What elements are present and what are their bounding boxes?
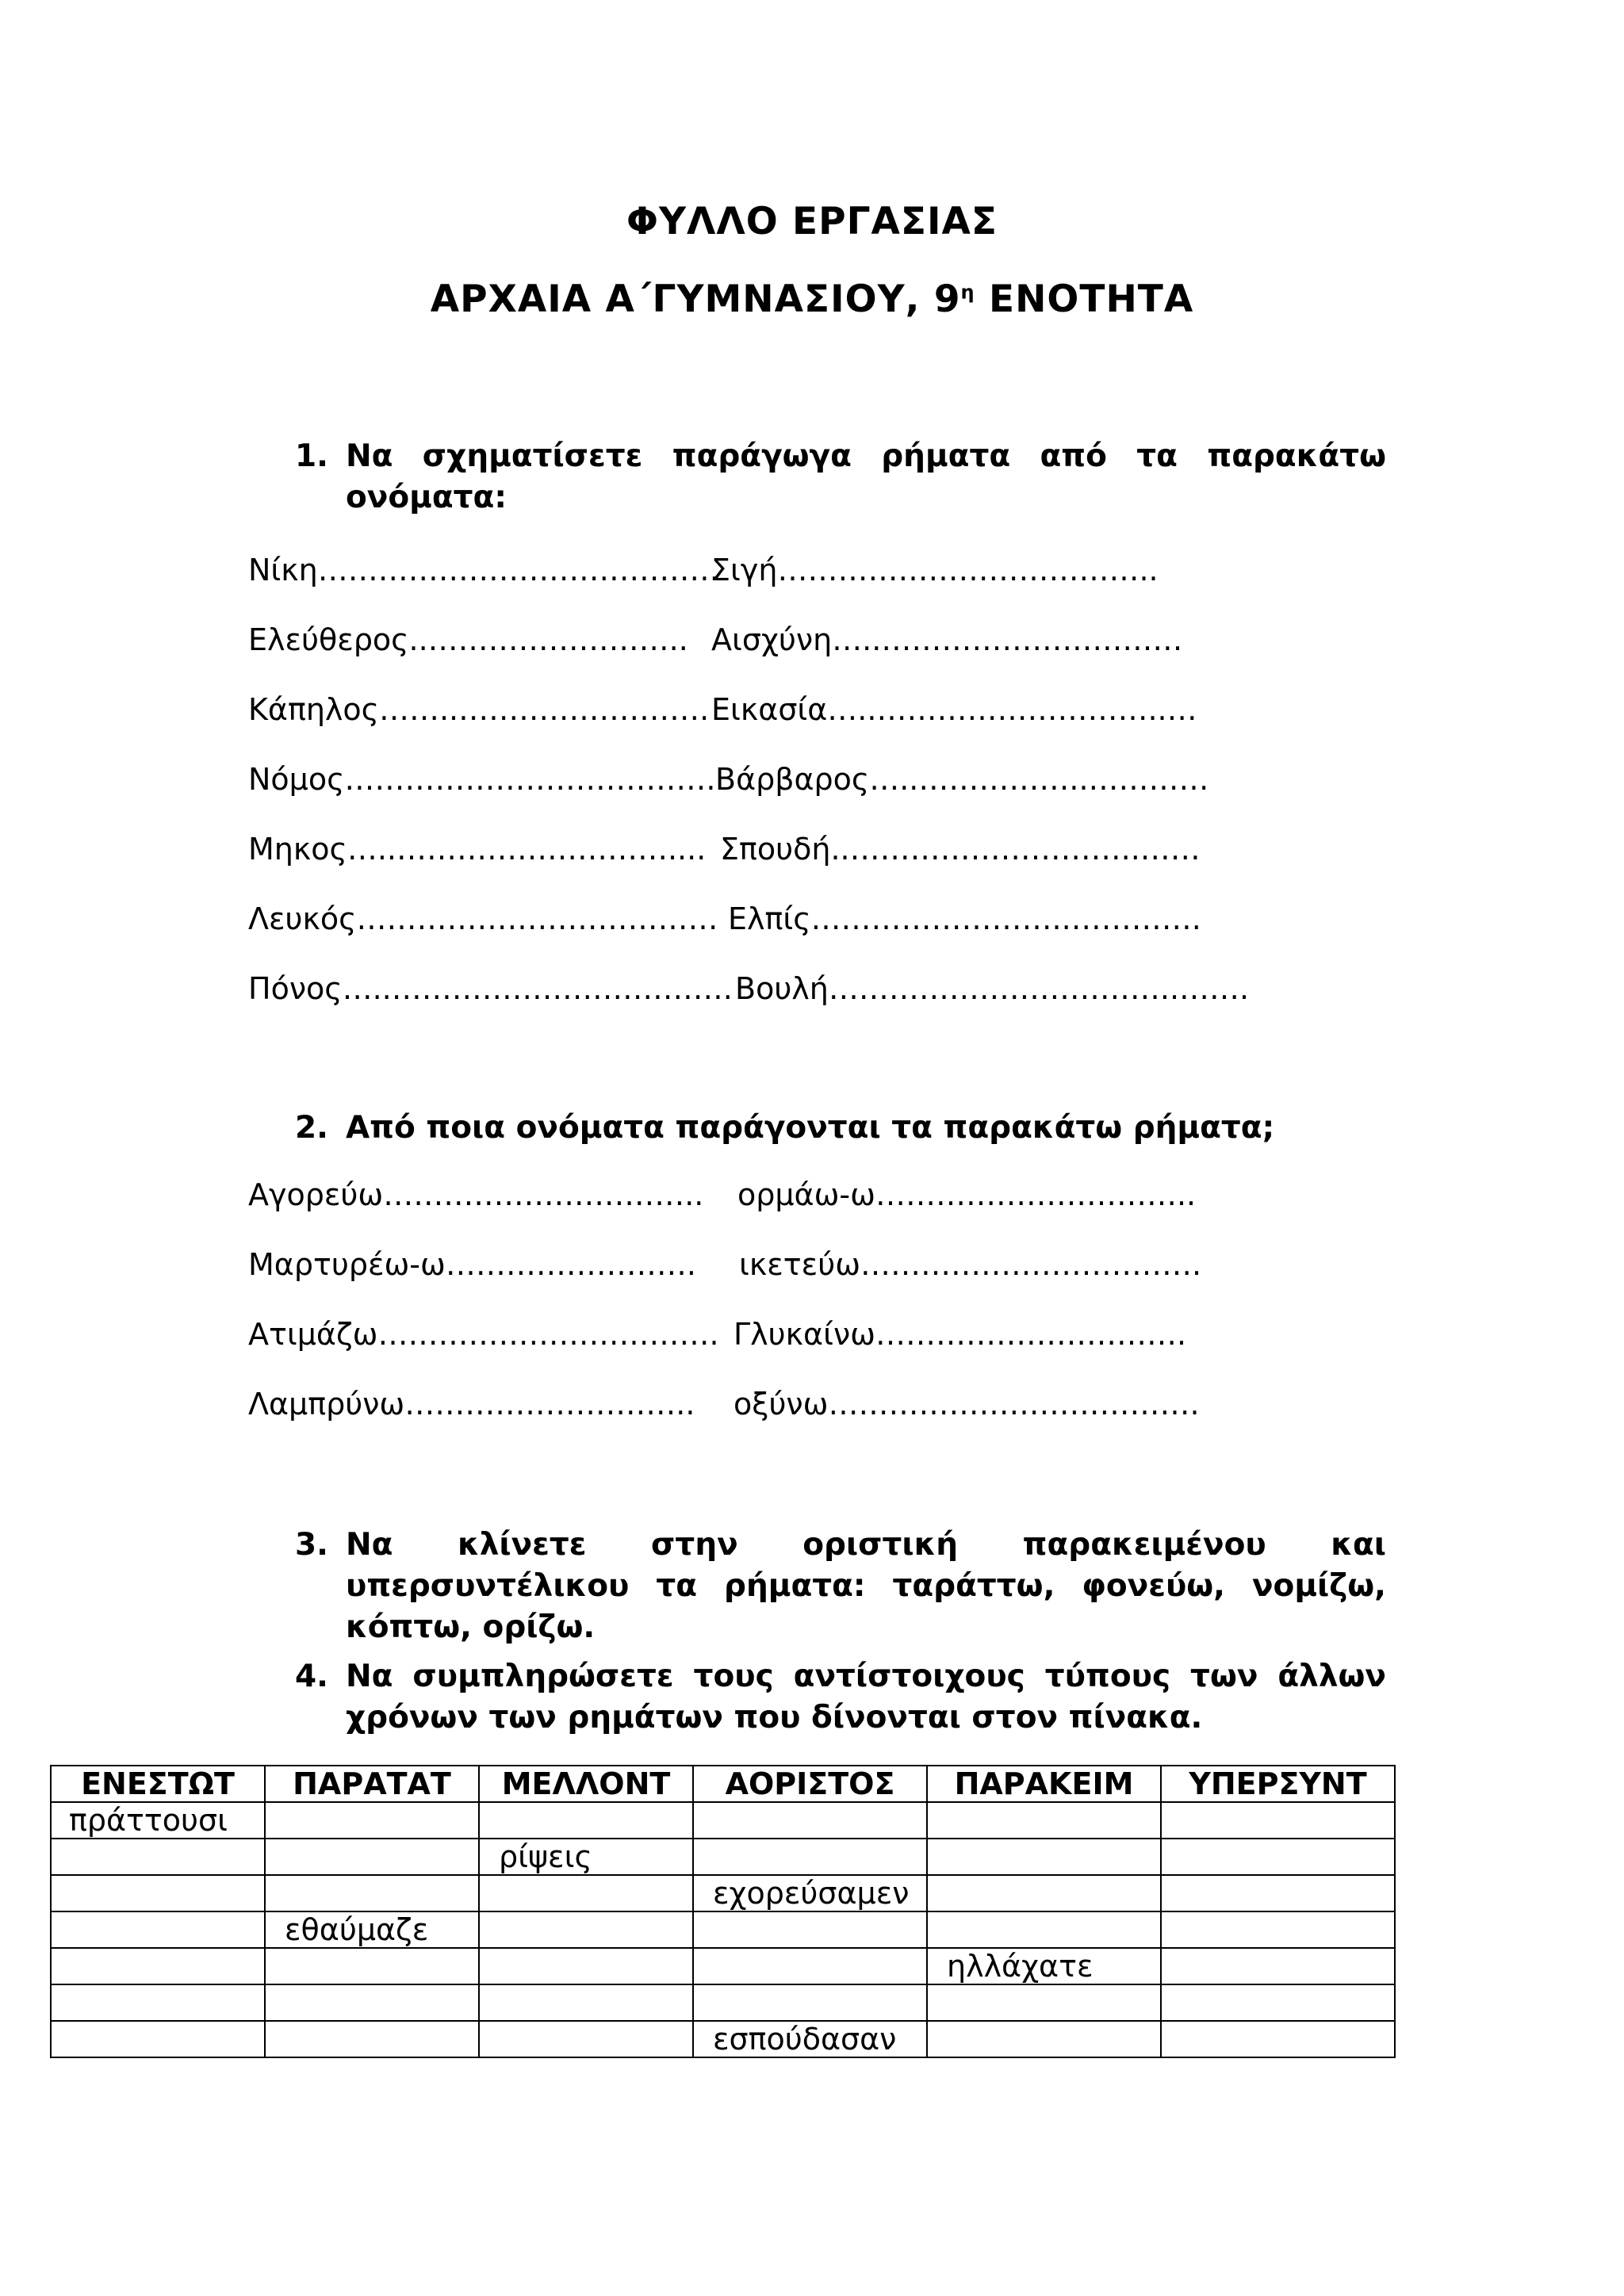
q1-right-item: Αισχύνη…..…………………………	[711, 622, 1183, 657]
subtitle-main: ΑΡΧΑΙΑ Α΄ΓΥΜΝΑΣΙΟΥ, 9	[430, 277, 961, 321]
question-3	[295, 1525, 1386, 1648]
table-cell[interactable]	[693, 1911, 927, 1948]
table-cell[interactable]	[479, 1911, 693, 1948]
column-header: ΠΑΡΑΤΑΤ	[265, 1766, 479, 1802]
table-cell[interactable]: εσπούδασαν	[693, 2021, 927, 2057]
table-cell[interactable]	[927, 1839, 1161, 1875]
table-cell[interactable]	[479, 1948, 693, 1984]
table-cell[interactable]	[1161, 1802, 1395, 1839]
table-row	[51, 2021, 1395, 2057]
table-cell[interactable]	[265, 1839, 479, 1875]
table-cell[interactable]	[51, 1984, 265, 2021]
question-2	[295, 1108, 1386, 1149]
question-text: Να κλίνετε στην οριστική παρακειμένου και υπερσυντέλικου τα ρήματα: ταράττω, φονεύω, νομίζω, κόπτω, ορίζω.	[346, 1527, 1386, 1645]
table-row	[51, 1875, 1395, 1911]
q1-right-item: Βουλή……………………………..…….	[735, 971, 1250, 1006]
question-text: Να σχηματίσετε παράγωγα ρήματα από τα παρακάτω ονόματα:	[346, 438, 1386, 515]
table-cell[interactable]	[693, 1984, 927, 2021]
table-cell[interactable]: ηλλάχατε	[927, 1948, 1161, 1984]
table-row	[51, 1948, 1395, 1984]
question-number: 3.	[295, 1527, 328, 1563]
q2-left-item: Ατιμάζω…………………………….	[248, 1317, 719, 1352]
q1-left-item: Πόνος…..…………………………….	[248, 971, 733, 1006]
question-4	[295, 1656, 1386, 1739]
table-cell[interactable]	[265, 1802, 479, 1839]
table-cell[interactable]	[51, 2021, 265, 2057]
verb-tense-table	[50, 1765, 1396, 2058]
table-cell[interactable]: ρίψεις	[479, 1839, 693, 1875]
q2-left-item: Λαμπρύνω………………………..	[248, 1387, 695, 1422]
q1-right-item: Σιγή………………………………..	[711, 553, 1159, 587]
table-row	[51, 1802, 1395, 1839]
column-header: ΜΕΛΛΟΝΤ	[479, 1766, 693, 1802]
question-text: Να συμπληρώσετε τους αντίστοιχους τύπους των άλλων χρόνων των ρημάτων που δίνονται στον πίνακα.	[346, 1659, 1386, 1735]
table-cell[interactable]: εχορεύσαμεν	[693, 1875, 927, 1911]
column-header: ΕΝΕΣΤΩΤ	[51, 1766, 265, 1802]
q1-left-item: Νόμος……………………………….	[248, 762, 716, 797]
q1-left-item: Λευκός………………………………	[248, 901, 718, 936]
column-header: ΑΟΡΙΣΤΟΣ	[693, 1766, 927, 1802]
column-header: ΠΑΡΑΚΕΙΜ	[927, 1766, 1161, 1802]
table-cell[interactable]	[51, 1948, 265, 1984]
table-cell[interactable]	[479, 1984, 693, 2021]
table-cell[interactable]	[1161, 1984, 1395, 2021]
table-cell[interactable]	[927, 1875, 1161, 1911]
question-1	[295, 436, 1386, 519]
q2-right-item: οξύνω……………………………….	[733, 1387, 1200, 1422]
q2-right-item: ορμάω-ω…………………………..	[737, 1177, 1197, 1212]
table-cell[interactable]	[265, 1875, 479, 1911]
table-row	[51, 1984, 1395, 2021]
worksheet-subtitle	[0, 277, 1624, 321]
table-cell[interactable]	[693, 1839, 927, 1875]
q2-left-item: Αγορεύω…………………………..	[248, 1177, 704, 1212]
table-cell[interactable]	[51, 1839, 265, 1875]
table-cell[interactable]	[1161, 2021, 1395, 2057]
table-cell[interactable]: εθαύμαζε	[265, 1911, 479, 1948]
table-cell[interactable]	[927, 1911, 1161, 1948]
q1-left-item: Ελεύθερος..……………………..	[248, 622, 688, 657]
table-cell[interactable]	[927, 1802, 1161, 1839]
q1-right-item: Βάρβαρος…..……………..…………	[715, 762, 1209, 797]
subtitle-superscript: η	[960, 281, 975, 304]
q1-left-item: Νίκη………………………………….	[248, 553, 719, 587]
table-cell[interactable]	[1161, 1911, 1395, 1948]
column-header: ΥΠΕΡΣΥΝΤ	[1161, 1766, 1395, 1802]
table-cell[interactable]	[479, 2021, 693, 2057]
table-cell[interactable]	[265, 2021, 479, 2057]
q1-right-item: Εικασία…..………………………..…	[711, 692, 1197, 727]
q1-left-item: Μηκος…..………………………....	[248, 832, 707, 867]
table-cell[interactable]	[1161, 1948, 1395, 1984]
subtitle-end: ΕΝΟΤΗΤΑ	[975, 277, 1194, 321]
table-cell[interactable]	[479, 1802, 693, 1839]
question-number: 1.	[295, 438, 328, 474]
table-cell[interactable]	[693, 1802, 927, 1839]
q1-right-item: Ελπίς……………………..………….	[728, 901, 1201, 936]
worksheet-title: ΦΥΛΛΟ ΕΡΓΑΣΙΑΣ	[626, 200, 998, 243]
table-cell[interactable]	[1161, 1839, 1395, 1875]
table-cell[interactable]	[51, 1911, 265, 1948]
table-cell[interactable]	[265, 1984, 479, 2021]
question-text: Από ποια ονόματα παράγονται τα παρακάτω ρήματα;	[346, 1110, 1275, 1146]
table-cell[interactable]	[265, 1948, 479, 1984]
table-cell[interactable]: πράττουσι	[51, 1802, 265, 1839]
q1-left-item: Κάπηλος……..…………………….	[248, 692, 710, 727]
table-row	[51, 1911, 1395, 1948]
q2-right-item: ικετεύω…………………………….	[739, 1247, 1202, 1282]
table-cell[interactable]	[927, 2021, 1161, 2057]
question-number: 4.	[295, 1659, 328, 1694]
table-cell[interactable]	[927, 1984, 1161, 2021]
question-number: 2.	[295, 1110, 328, 1146]
table-cell[interactable]	[479, 1875, 693, 1911]
q2-left-item: Μαρτυρέω-ω…………………….	[248, 1247, 696, 1282]
q1-right-item: Σπουδή..………………………..……	[720, 832, 1201, 867]
q2-right-item: Γλυκαίνω………………………….	[733, 1317, 1187, 1352]
table-cell[interactable]	[1161, 1875, 1395, 1911]
table-row	[51, 1839, 1395, 1875]
table-cell[interactable]	[51, 1875, 265, 1911]
table-cell[interactable]	[693, 1948, 927, 1984]
table-header-row	[51, 1766, 1395, 1802]
